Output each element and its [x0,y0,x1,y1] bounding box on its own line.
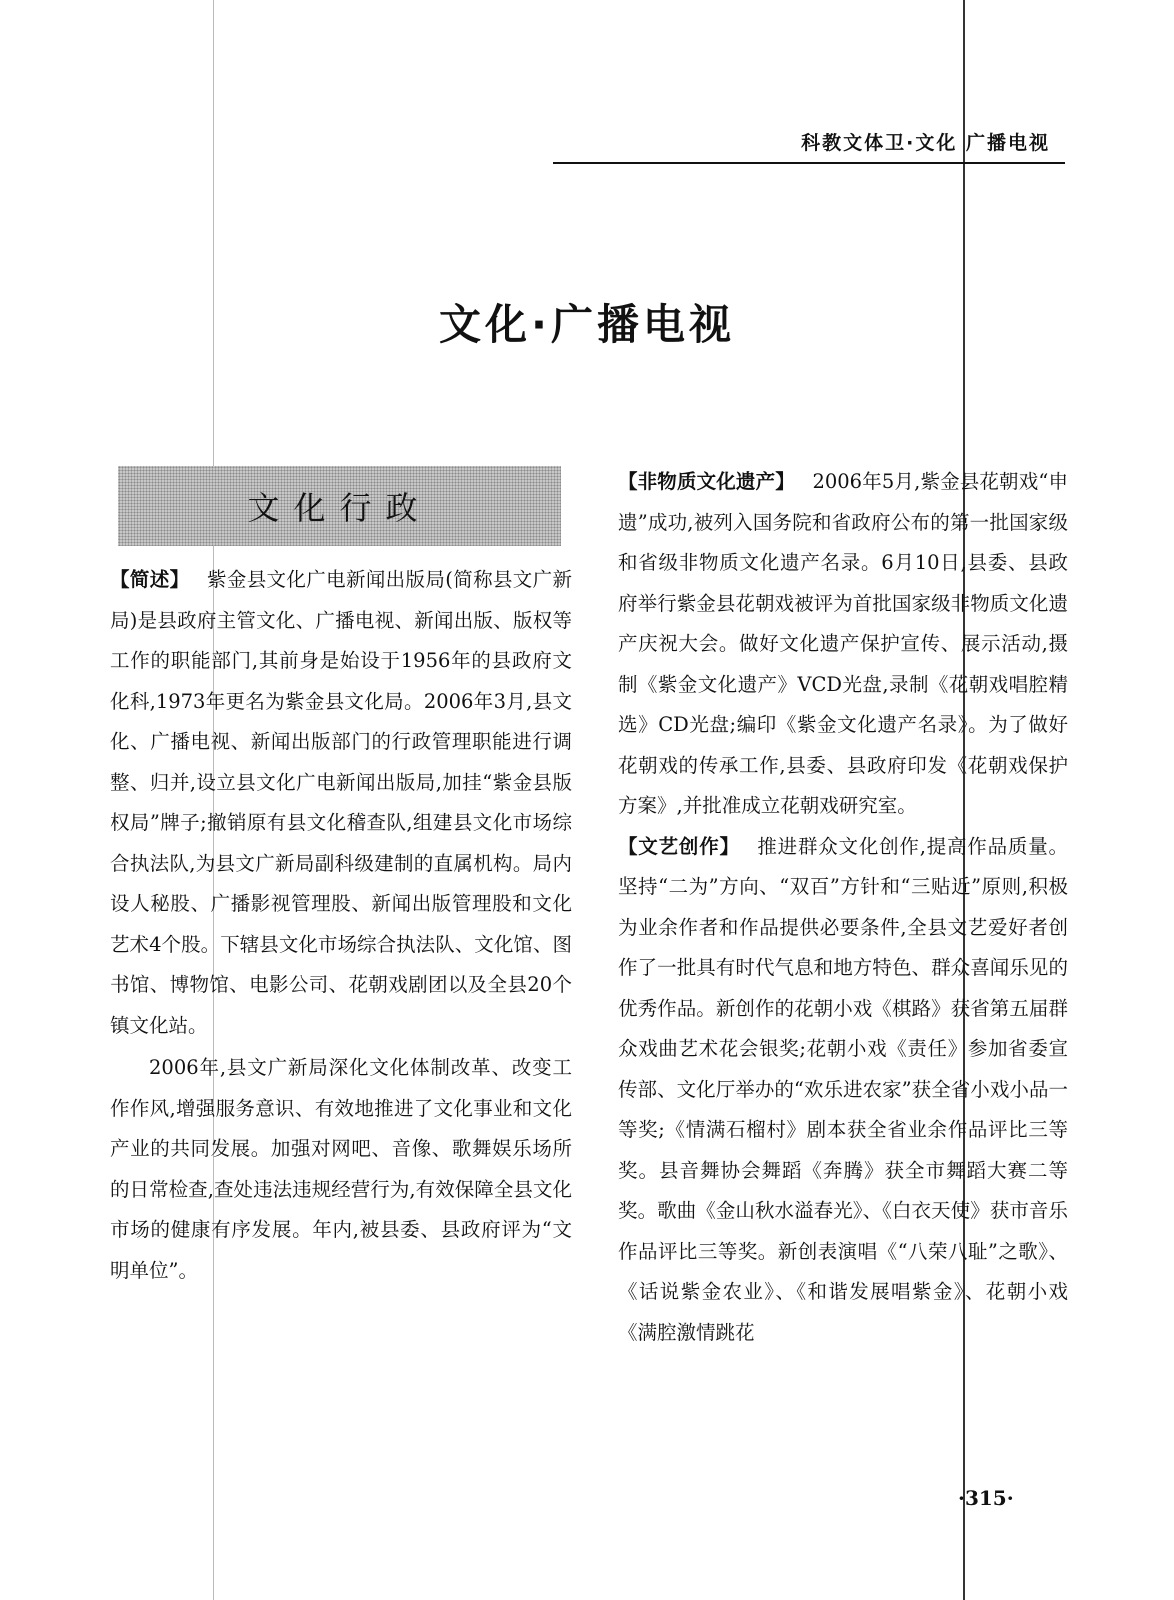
paragraph-tag: 【非物质文化遗产】 [618,470,795,493]
running-header: 科教文体卫·文化 广播电视 [801,132,1050,154]
paragraph-overview [110,560,572,1046]
paragraph-text: 2006年,县文广新局深化文化体制改革、改变工作作风,增强服务意识、有效地推进了文化事业和文化产业的共同发展。加强对网吧、音像、歌舞娱乐场所的日常检查,查处违法违规经营行为,有效保障全县文化市场的健康有序发展。年内,被县委、县政府评为“文明单位”。 [110,1056,572,1282]
page-title: 文化·广播电视 [439,300,735,349]
right-column [618,462,1068,1353]
paragraph-creation [618,827,1068,1354]
section-heading: 文化行政 [247,489,432,527]
page-number: ·315· [958,1486,1014,1510]
paragraph-text: 2006年5月,紫金县花朝戏“申遗”成功,被列入国务院和省政府公布的第一批国家级和省级非物质文化遗产名录。6月10日,县委、县政府举行紫金县花朝戏被评为首批国家级非物质文化遗产庆祝大会。做好文化遗产保护宣传、展示活动,摄制《紫金文化遗产》VCD光盘,录制《花朝戏唱腔精选》CD光盘;编印《紫金文化遗产名录》。为了做好花朝戏的传承工作,县委、县政府印发《花朝戏保护方案》,并批准成立花朝戏研究室。 [618,470,1068,817]
paragraph-heritage [618,462,1068,827]
paragraph-text: 紫金县文化广电新闻出版局(简称县文广新局)是县政府主管文化、广播电视、新闻出版、版权等工作的职能部门,其前身是始设于1956年的县政府文化科,1973年更名为紫金县文化局。2006年3月,县文化、广播电视、新闻出版部门的行政管理职能进行调整、归并,设立县文化广电新闻出版局,加挂“紫金县版权局”牌子;撤销原有县文化稽查队,组建县文化市场综合执法队,为县文广新局副科级建制的直属机构。局内设人秘股、广播影视管理股、新闻出版管理股和文化艺术4个股。下辖县文化市场综合执法队、文化馆、图书馆、博物馆、电影公司、花朝戏剧团以及全县20个镇文化站。 [110,568,572,1037]
header-rule [553,162,1065,164]
left-column [110,560,572,1291]
section-heading-box [118,466,561,546]
paragraph-text: 推进群众文化创作,提高作品质量。坚持“二为”方向、“双百”方针和“三贴近”原则,积极为业余作者和作品提供必要条件,全县文艺爱好者创作了一批具有时代气息和地方特色、群众喜闻乐见的优秀作品。新创作的花朝小戏《棋路》获省第五届群众戏曲艺术花会银奖;花朝小戏《责任》参加省委宣传部、文化厅举办的“欢乐进农家”获全省小戏小品一等奖;《情满石榴村》剧本获全省业余作品评比三等奖。县音舞协会舞蹈《奔腾》获全市舞蹈大赛二等奖。歌曲《金山秋水溢春光》、《白衣天使》获市音乐作品评比三等奖。新创表演唱《“八荣八耻”之歌》、《话说紫金农业》、《和谐发展唱紫金》、花朝小戏《满腔激情跳花 [618,834,1068,1344]
paragraph-2006 [110,1048,572,1291]
paragraph-tag: 【简述】 [110,568,190,591]
paragraph-tag: 【文艺创作】 [618,834,740,858]
